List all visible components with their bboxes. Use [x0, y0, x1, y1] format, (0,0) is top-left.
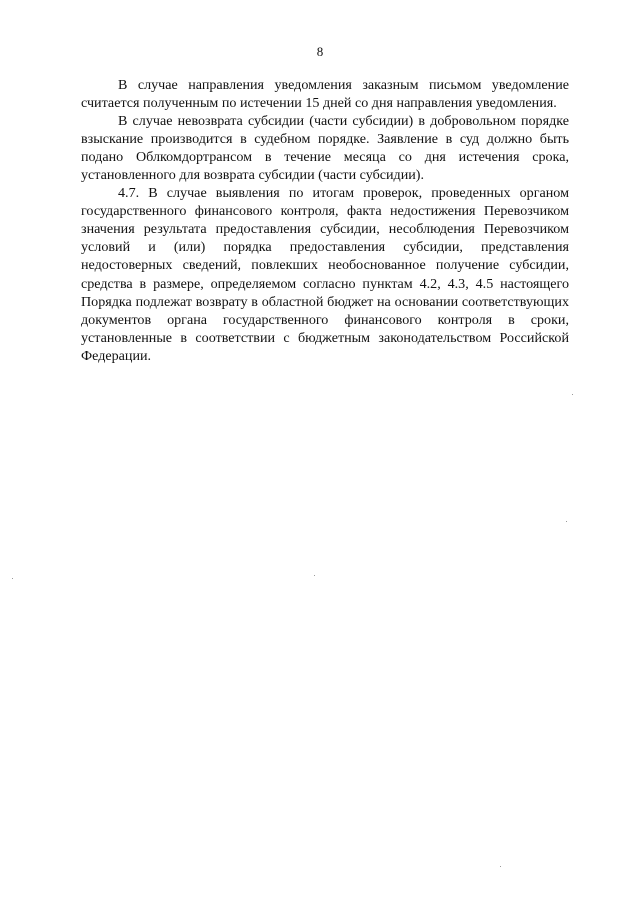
scan-speck — [314, 575, 315, 576]
paragraph-section-4-7: 4.7. В случае выявления по итогам проверок, проведенных органом государственного финансового контроля, факта недостижения Перевозчиком значения результата предоставления субсидии, несоблюдения Перевозчиком условий и (или) порядка предоставления субсидии, представления недостоверных сведений, повлекших необоснованное получение субсидии, средства в размере, определяемом согласно пунктам 4.2, 4.3, 4.5 настоящего Порядка подлежат возврату в областной бюджет на основании соответствующих документов органа государственного финансового контроля в сроки, установленные в соответствии с бюджетным законодательством Российской Федерации. — [81, 185, 569, 364]
scan-speck — [500, 866, 501, 867]
paragraph-subsidy-recovery: В случае невозврата субсидии (части субсидии) в добровольном порядке взыскание производится в судебном порядке. Заявление в суд должно быть подано Облкомдортрансом в течение месяца со дня истечения срока, установленного для возврата субсидии (части субсидии). — [81, 113, 569, 184]
scan-speck — [12, 578, 13, 579]
document-body — [81, 76, 569, 365]
scan-speck — [566, 521, 567, 522]
paragraph-notice-delivery: В случае направления уведомления заказным письмом уведомление считается полученным по истечении 15 дней со дня направления уведомления. — [81, 77, 569, 112]
scan-speck — [572, 394, 573, 395]
page-number: 8 — [316, 44, 324, 59]
